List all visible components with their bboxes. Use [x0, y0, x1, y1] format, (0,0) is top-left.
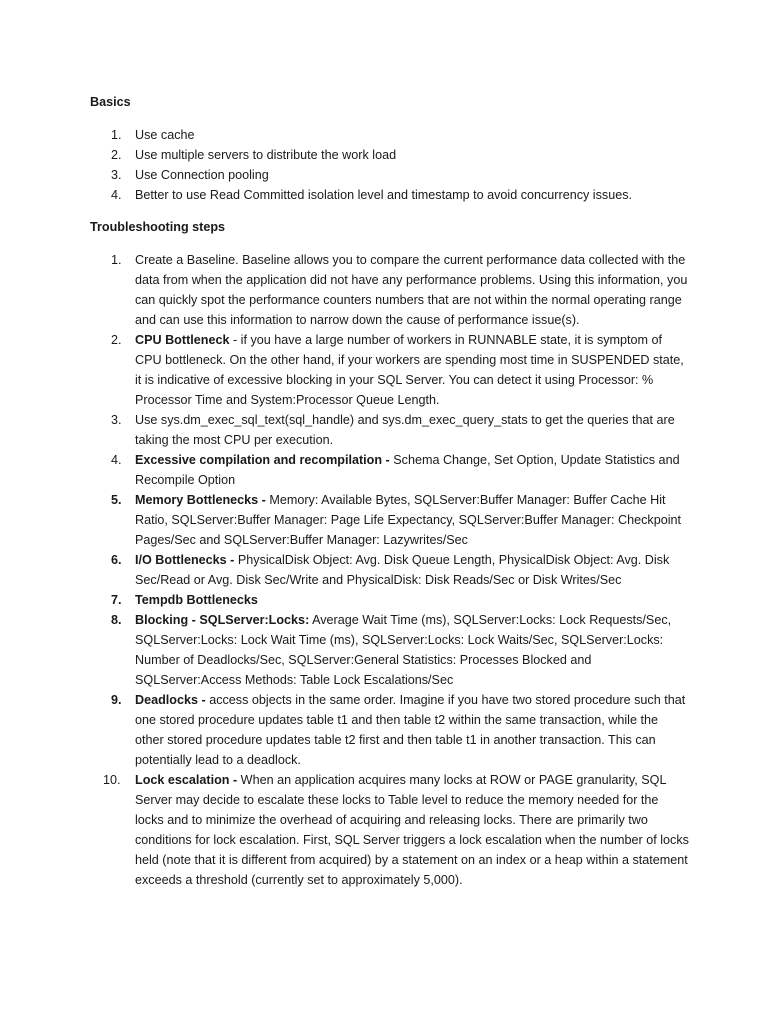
- list-number: 3.: [111, 168, 122, 182]
- list-item: [90, 125, 690, 145]
- list-text: Use multiple servers to distribute the work load: [135, 148, 397, 162]
- list-item: [90, 145, 690, 165]
- list-text: - if you have a large number of workers in RUNNABLE state, it is symptom of CPU bottleneck. On the other hand, if your workers are spending most time in SUSPENDED state, it is indicative of excessive blocking in your SQL Server. You can detect it using Processor: % Processor Time and System:Processor Queue Length.: [135, 333, 684, 407]
- list-text: PhysicalDisk Object: Avg. Disk Queue Length, PhysicalDisk Object: Avg. Disk Sec/Read or Avg. Disk Sec/Write and PhysicalDisk: Disk Reads/Sec or Disk Writes/Sec: [135, 553, 670, 587]
- list-number: 1.: [111, 253, 122, 267]
- item-bold-lead: Blocking - SQLServer:Locks:: [135, 613, 310, 627]
- list-item: [90, 165, 690, 185]
- list-text: Use Connection pooling: [135, 168, 269, 182]
- item-bold-lead: CPU Bottleneck: [135, 333, 230, 347]
- list-item: [90, 185, 690, 205]
- document-page: [90, 92, 690, 890]
- list-item: [90, 770, 690, 890]
- list-number: 4.: [111, 188, 122, 202]
- list-text: When an application acquires many locks at ROW or PAGE granularity, SQL Server may decide to escalate these locks to Table level to reduce the memory needed for the locks and to minimize the overhead of acquiring and releasing locks. There are primarily two conditions for lock escalation. First, SQL Server triggers a lock escalation when the number of locks held (note that it is different from acquired) by a statement on an index or a heap within a statement exceeds a threshold (currently set to approximately 5,000).: [135, 773, 689, 887]
- list-item: [90, 590, 690, 610]
- list-number: 6.: [111, 553, 122, 567]
- list-item: [90, 550, 690, 590]
- item-bold-lead: Deadlocks -: [135, 693, 206, 707]
- list-text: Use sys.dm_exec_sql_text(sql_handle) and sys.dm_exec_query_stats to get the queries that are taking the most CPU per execution.: [135, 413, 675, 447]
- list-number: 3.: [111, 413, 122, 427]
- list-text: Average Wait Time (ms), SQLServer:Locks: Lock Requests/Sec, SQLServer:Locks: Lock Wait Time (ms), SQLServer:Locks: Lock Waits/Sec, SQLServer:Locks: Number of Deadlocks/Sec, SQLServer:General Statistics: Processes Blocked and SQLServer:Access Methods: Table Lock Escalations/Sec: [135, 613, 672, 687]
- list-item: [90, 690, 690, 770]
- troubleshooting-heading: Troubleshooting steps: [90, 220, 226, 234]
- troubleshooting-list: [90, 250, 690, 890]
- list-number: 8.: [111, 613, 122, 627]
- basics-list: [90, 125, 690, 205]
- item-bold-lead: Excessive compilation and recompilation -: [135, 453, 390, 467]
- list-number: 7.: [111, 593, 122, 607]
- list-number: 2.: [111, 148, 122, 162]
- list-text: access objects in the same order. Imagine if you have two stored procedure such that one stored procedure updates table t1 and then table t2 within the same transaction, while the other stored procedure updates table t2 first and then table t1 in another transaction. This can potentially lead to a deadlock.: [135, 693, 686, 767]
- list-number: 9.: [111, 693, 122, 707]
- list-number: 1.: [111, 128, 122, 142]
- list-item: [90, 450, 690, 490]
- list-text: Use cache: [135, 128, 195, 142]
- list-number: 2.: [111, 333, 122, 347]
- list-item: [90, 250, 690, 330]
- item-bold-lead: I/O Bottlenecks -: [135, 553, 235, 567]
- basics-heading: Basics: [90, 95, 131, 109]
- list-item: [90, 410, 690, 450]
- item-bold-lead: Lock escalation -: [135, 773, 238, 787]
- list-number: 4.: [111, 453, 122, 467]
- list-text: Create a Baseline. Baseline allows you to compare the current performance data collected with the data from when the application did not have any performance problems. Using this information, you can quickly spot the performance counters numbers that are not within the normal operating range and can use this information to narrow down the cause of performance issue(s).: [135, 253, 688, 327]
- item-bold-lead: Memory Bottlenecks -: [135, 493, 266, 507]
- list-text: Memory: Available Bytes, SQLServer:Buffer Manager: Buffer Cache Hit Ratio, SQLServer:Buffer Manager: Page Life Expectancy, SQLServer:Buffer Manager: Checkpoint Pages/Sec and SQLServer:Buffer Manager: Lazywrites/Sec: [135, 493, 682, 547]
- list-item: [90, 490, 690, 550]
- list-text: Better to use Read Committed isolation level and timestamp to avoid concurrency issues.: [135, 188, 632, 202]
- list-item: [90, 610, 690, 690]
- list-number: 10.: [103, 773, 121, 787]
- list-item: [90, 330, 690, 410]
- item-bold-lead: Tempdb Bottlenecks: [135, 593, 258, 607]
- list-number: 5.: [111, 493, 122, 507]
- list-text: Schema Change, Set Option, Update Statistics and Recompile Option: [135, 453, 680, 487]
